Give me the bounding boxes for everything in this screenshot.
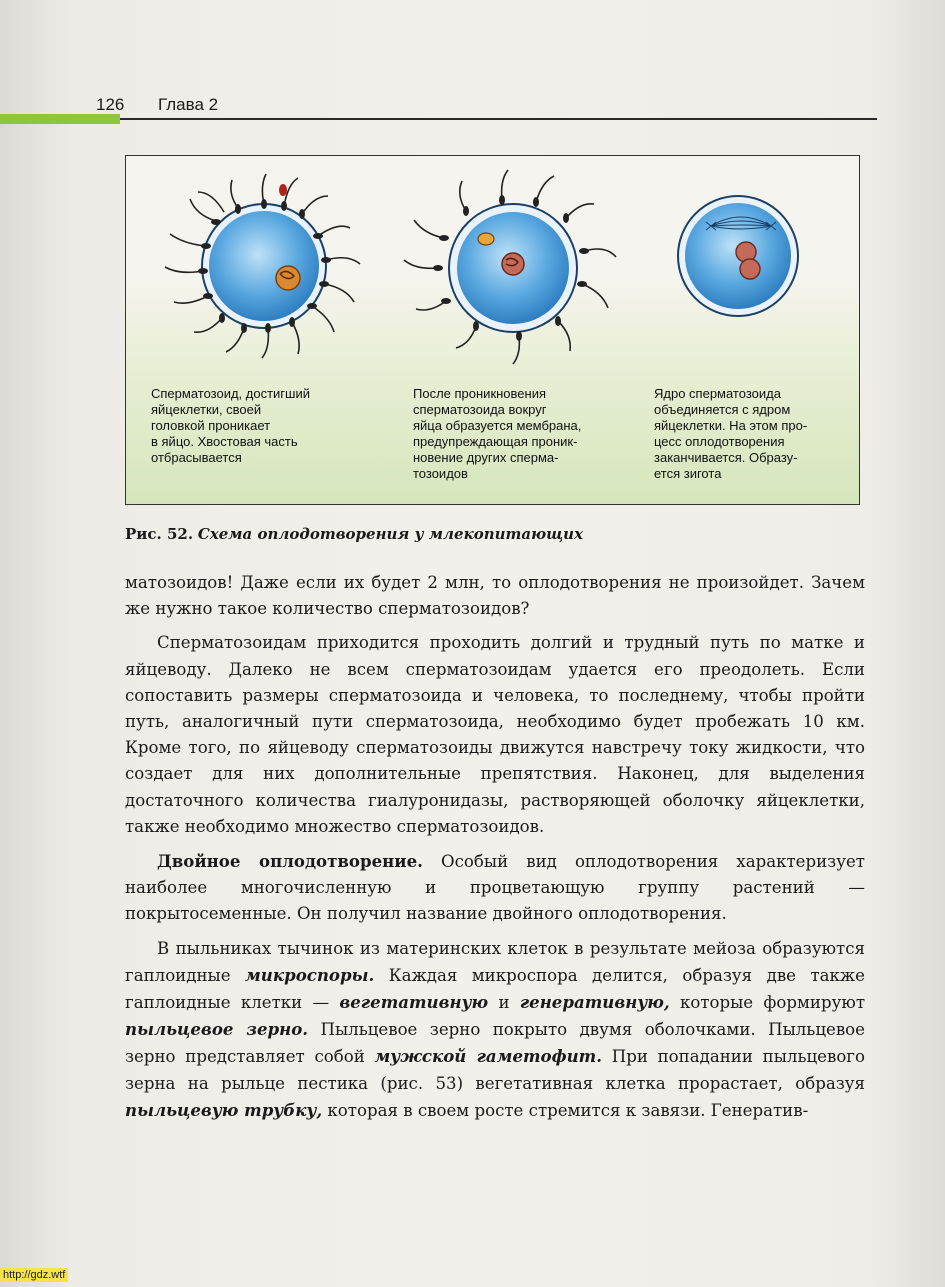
egg-cell-2 [404, 170, 616, 364]
term-pollen-tube: пыльцевую трубку, [125, 1099, 323, 1120]
fertilization-illustration [126, 156, 861, 381]
paragraph-1: матозоидов! Даже если их будет 2 млн, то оплодотворения не произойдет. Зачем же нужно такое количество сперматозоидов? [125, 573, 865, 619]
figure-label: Рис. 52. [125, 525, 194, 543]
egg-nucleus-2 [502, 253, 524, 275]
figure-caption-1: Сперматозоид, достигший яйцеклетки, своей головкой проникает в яйцо. Хвостовая часть отбрасывается [151, 386, 311, 465]
egg-cell-1 [165, 174, 360, 358]
figure-52 [125, 155, 860, 505]
zygote-cell [678, 196, 798, 316]
page-number: 126 [96, 95, 125, 114]
term-vegetative: вегетативную [339, 992, 489, 1013]
header-rule [120, 118, 877, 120]
penetrating-sperm-head [279, 184, 287, 196]
body-text [125, 570, 865, 1124]
term-microspores: микроспоры. [245, 964, 375, 985]
figure-title-text: Схема оплодотворения у млекопитающих [197, 525, 584, 543]
chapter-title: Глава 2 [158, 95, 219, 114]
term-male-gametophyte: мужской гаметофит. [374, 1046, 602, 1067]
chapter-color-strip [0, 114, 120, 124]
paragraph-4: В пыльниках тычинок из материнских клеток в результате мейоза образуются гаплоидные микроспоры. Каждая микроспора делится, образуя две также гаплоидные клетки — вегетативную и генеративную, которые формируют пыльцевое зерно. Пыльцевое зерно покрыто двумя оболочками. Пыльцевое зерно представляет собой мужской гаметофит. При попадании пыльцевого зерна на рыльце пестика (рис. 53) вегетативная клетка прорастает, образуя пыльцевую трубку, которая в своем росте стремится к завязи. Генератив- [125, 938, 865, 1120]
figure-caption-2: После проникновения сперматозоида вокруг яйца образуется мембрана, предупреждающая проник- новение других сперма- тозоидов [413, 386, 582, 481]
figure-title [125, 525, 583, 543]
term-generative: генеративную, [519, 992, 670, 1013]
paragraph-3: Двойное оплодотворение. Особый вид оплодотворения характеризует наиболее многочисленную и процветающую группу растений — покрытосеменные. Он получил название двойного оплодотворения. [125, 851, 865, 924]
figure-caption-3: Ядро сперматозоида объединяется с ядром яйцеклетки. На этом про- цесс оплодотворения заканчивается. Образу- ется зигота [654, 386, 808, 481]
sperm-nucleus-2 [478, 233, 494, 245]
zygote-nucleus-b [740, 259, 760, 279]
paragraph-2: Сперматозоидам приходится проходить долгий и трудный путь по матке и яйцеводу. Далеко не всем сперматозоидам удается его преодолеть. Если сопоставить размеры сперматозоида и человека, то последнему, чтобы пройти путь, аналогичный пути сперматозоида, необходимо будет пробежать 10 км. Кроме того, по яйцеводу сперматозоиды движутся навстречу току жидкости, что создает для них дополнительные препятствия. Наконец, для выделения достаточного количества гиалуронидазы, растворяющей оболочку яйцеклетки, также необходимо множество сперматозоидов. [125, 633, 865, 836]
watermark: http://gdz.wtf [0, 1268, 68, 1282]
term-pollen-grain: пыльцевое зерно. [125, 1019, 309, 1040]
term-double-fertilization: Двойное оплодотворение. [157, 851, 423, 872]
